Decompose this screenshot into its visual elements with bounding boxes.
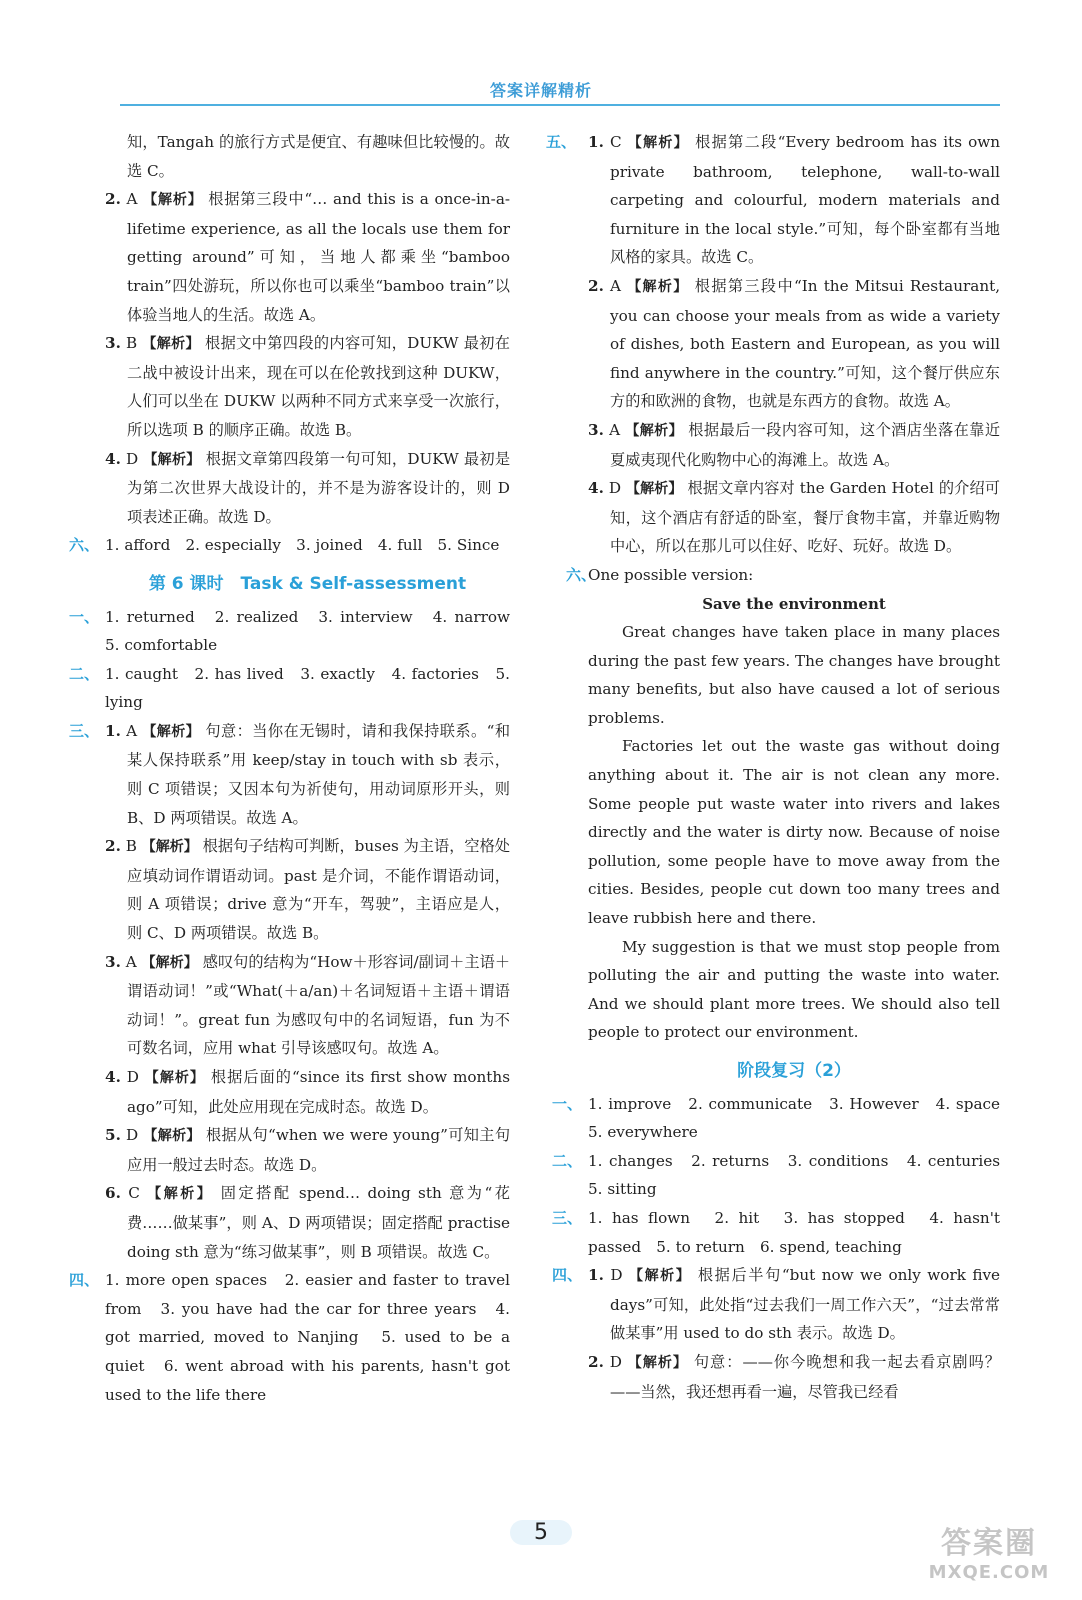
answer-item: 3. A 【解析】 根据最后一段内容可知，这个酒店坐落在靠近夏威夷现代化购物中心的海滩上。故选 A。 bbox=[588, 420, 1001, 469]
header-rule bbox=[120, 104, 1000, 106]
answer-item: 1. D 【解析】 根据后半句“but now we only work five days”可知，此处指“过去我们一周工作六天”，“过去常常做某事”用 used to do sth 表示。故选 D。 bbox=[588, 1266, 1001, 1343]
watermark-logo: 答案圈 MXQE.COM bbox=[928, 1526, 1050, 1583]
answer-item: 3. A 【解析】 感叹句的结构为“How＋形容词/副词＋主语＋谓语动词！”或“What(＋a/an)＋名词短语＋主语＋谓语动词！”。great fun 为感叹句中的名词短语，fun 为不可数名词，应用 what 引导该感叹句。故选 A。 bbox=[105, 952, 511, 1058]
answer-item: 3. B 【解析】 根据文中第四段的内容可知，DUKW 最初在二战中被设计出来，现在可以在伦敦找到这种 DUKW，人们可以坐在 DUKW 以两种不同方式来享受一次旅行，所以选项 B 的顺序正确。故选 B。 bbox=[105, 334, 510, 439]
section-three: 三、 1. A 【解析】 句意：当你在无锡时，请和我保持联系。“和某人保持联系”用 keep/stay in touch with sb 表示，则 C 项错误；又因本句为祈使句，用动词原形开头，则 B、D 两项错误。故选 A。 2. B 【解析】 根据句子结构可判断，buses 为主语，空格处应填动词作谓语动词。past 是介词，不能作谓语动词，则 A 项错误；drive 意为“开车，驾驶”，主语应是人，则 C、D 两项错误。故选 B。 3. A 【解析】 感叹句的结构为“How＋形容词/副词＋主语＋谓语动词！”或“What(＋a/an)＋名词短语＋主语＋谓语动词！”。great fun 为感叹句中的名词短语，fun 为不可数名词，应用 what 引导该感叹句。故选 A。 4. D 【解析】 根据后面的“since its first show months ago”可知，此处应用现在完成时态。故选 D。 5. D 【解析】 根据从句“when we were young”可知主句应用一般过去时态。故选 D。 6. C 【解析】 固定搭配 spend… doing sth 意为“花费……做某事”，则 A、D 两项错误；固定搭配 practise doing sth 意为“练习做某事”，则 B 项错误。故选 C。 bbox=[105, 717, 510, 1266]
answer-item: 4. D 【解析】 根据文章第四段第一句可知，DUKW 最初是为第二次世界大战设计的，并不是为游客设计的，则 D 项表述正确。故选 D。 bbox=[105, 449, 511, 526]
page-header bbox=[0, 0, 1082, 112]
section-five: 五、 1. C 【解析】 根据第二段“Every bedroom has its own private bathroom, telephone, wall-to-wall carpeting and colourful, modern materials and furniture in the local style.”可知，每个卧室都有当地风格的家具。故选 C。 2. A 【解析】 根据第三段中“In the Mitsui Restaurant, you can choose your meals from as wide a variety of dishes, both Eastern and European, as you will find anywhere in the country.”可知，这个餐厅供应东方的和欧洲的食物，也就是东西方的食物。故选 A。 3. A 【解析】 根据最后一段内容可知，这个酒店坐落在靠近夏威夷现代化购物中心的海滩上。故选 A。 4. D 【解析】 根据文章内容对 the Garden Hotel 的介绍可知，这个酒店有舒适的卧室，餐厅食物丰富，并靠近购物中心，所以在那儿可以住好、吃好、玩好。故选 D。 bbox=[588, 128, 1000, 561]
section-four: 四、 1. more open spaces 2. easier and faster to travel from 3. you have had the car for three years 4. got married, moved to Nanjing 5. used to be a quiet 6. went abroad with his parents, hasn't got used to the life there bbox=[69, 1271, 510, 1404]
section-one: 一、 1. returned 2. realized 3. interview 4. narrow 5. comfortable bbox=[69, 607, 526, 655]
review-section-three: 三、 1. has flown 2. hit 3. has stopped 4. hasn't passed 5. to return 6. spend, teaching bbox=[552, 1208, 1000, 1256]
review-section-two: 二、 1. changes 2. returns 3. conditions 4. centuries 5. sitting bbox=[552, 1151, 1016, 1199]
answer-item: 2. B 【解析】 根据句子结构可判断，buses 为主语，空格处应填动词作谓语动词。past 是介词，不能作谓语动词，则 A 项错误；drive 意为“开车，驾驶”，主语应是人，则 C、D 两项错误。故选 B。 bbox=[105, 837, 510, 943]
header-title: 答案详解精析 bbox=[489, 81, 592, 100]
section-two: 二、 1. caught 2. has lived 3. exactly 4. factories 5. lying bbox=[69, 664, 510, 712]
answer-item: 4. D 【解析】 根据文章内容对 the Garden Hotel 的介绍可知，这个酒店有舒适的卧室，餐厅食物丰富，并靠近购物中心，所以在那儿可以住好、吃好、玩好。故选 D。 bbox=[588, 479, 1000, 556]
lesson-title: 第 6 课时 Task & Self-assessment bbox=[148, 573, 467, 594]
section-six-essay: 六、 One possible version: Save the environment Great changes have taken place in many places during the past few years. The changes have brought many benefits, but also have caused a lot of serious problems. Factories let out the waste gas without doing anything about it. The air is not clean any more. Some people put waste water into rivers and lakes directly and the water is dirty now. Because of noise pollution, some people have to move away from the cities. Besides, people cut down too many trees and leave rubbish here and there. My suggestion is that we must stop people from polluting the air and putting the waste into water. And we should plant more trees. We should also tell people to protect our environment. bbox=[588, 561, 1000, 1047]
answer-item: 1. A 【解析】 句意：当你在无锡时，请和我保持联系。“和某人保持联系”用 keep/stay in touch with sb 表示，则 C 项错误；又因本句为祈使句，用动词原形开头，则 B、D 两项错误。故选 A。 bbox=[105, 721, 511, 827]
page-number: 5 bbox=[491, 1520, 591, 1550]
continued-answer: 知，Tangah 的旅行方式是便宜、有趣味但比较慢的。故选 C。 bbox=[127, 133, 510, 180]
answer-item: 1. C 【解析】 根据第二段“Every bedroom has its own private bathroom, telephone, wall-to-wall carpeting and colourful, modern materials and furniture in the local style.”可知，每个卧室都有当地风格的家具。故选 C。 bbox=[588, 133, 1001, 267]
right-column bbox=[546, 128, 1016, 1406]
answer-item: 2. A 【解析】 根据第三段中“… and this is a once-in-a-lifetime experience, as all the locals use them for getting around”可知，当地人都乘坐“bamboo train”四处游玩，所以你也可以乘坐“bamboo train”以体验当地人的生活。故选 A。 bbox=[105, 190, 511, 324]
review-title: 阶段复习（2） bbox=[737, 1061, 851, 1081]
answer-item: 2. D 【解析】 句意：——你今晚想和我一起去看京剧吗？——当然，我还想再看一遍，尽管我已经看 bbox=[588, 1352, 1001, 1401]
essay-paragraph: Factories let out the waste gas without doing anything about it. The air is not clean any more. Some people put waste water into rivers and lakes directly and the water is dirty now. Because of noise pollution, some people have to move away from the cities. Besides, people cut down too many trees and leave rubbish here and there. bbox=[588, 737, 1000, 928]
answer-item: 5. D 【解析】 根据从句“when we were young”可知主句应用一般过去时态。故选 D。 bbox=[105, 1126, 511, 1174]
section-six: 六、 1. afford 2. especially 3. joined 4. full 5. Since bbox=[69, 536, 500, 555]
essay-title: Save the environment bbox=[702, 594, 886, 613]
essay-paragraph: My suggestion is that we must stop people from polluting the air and putting the waste into water. And we should plant more trees. We should also tell people to protect our environment. bbox=[588, 937, 1000, 1042]
answer-item: 4. D 【解析】 根据后面的“since its first show months ago”可知，此处应用现在完成时态。故选 D。 bbox=[105, 1068, 510, 1116]
answer-item: 2. A 【解析】 根据第三段中“In the Mitsui Restaurant, you can choose your meals from as wide a variety of dishes, both Eastern and European, as you will find anywhere in the country.”可知，这个餐厅供应东方的和欧洲的食物，也就是东西方的食物。故选 A。 bbox=[588, 276, 1001, 411]
left-column bbox=[69, 128, 526, 1409]
essay-paragraph: Great changes have taken place in many places during the past few years. The changes have brought many benefits, but also have caused a lot of serious problems. bbox=[588, 623, 1000, 727]
review-section-four: 四、 1. D 【解析】 根据后半句“but now we only work five days”可知，此处指“过去我们一周工作六天”，“过去常常做某事”用 used to do sth 表示。故选 D。 2. D 【解析】 句意：——你今晚想和我一起去看京剧吗？——当然，我还想再看一遍，尽管我已经看 bbox=[588, 1261, 1000, 1406]
answer-item: 6. C 【解析】 固定搭配 spend… doing sth 意为“花费……做某事”，则 A、D 两项错误；固定搭配 practise doing sth 意为“练习做某事”，则 B 项错误。故选 C。 bbox=[105, 1184, 510, 1261]
review-section-one: 一、 1. improve 2. communicate 3. However 4. space 5. everywhere bbox=[552, 1094, 1016, 1142]
